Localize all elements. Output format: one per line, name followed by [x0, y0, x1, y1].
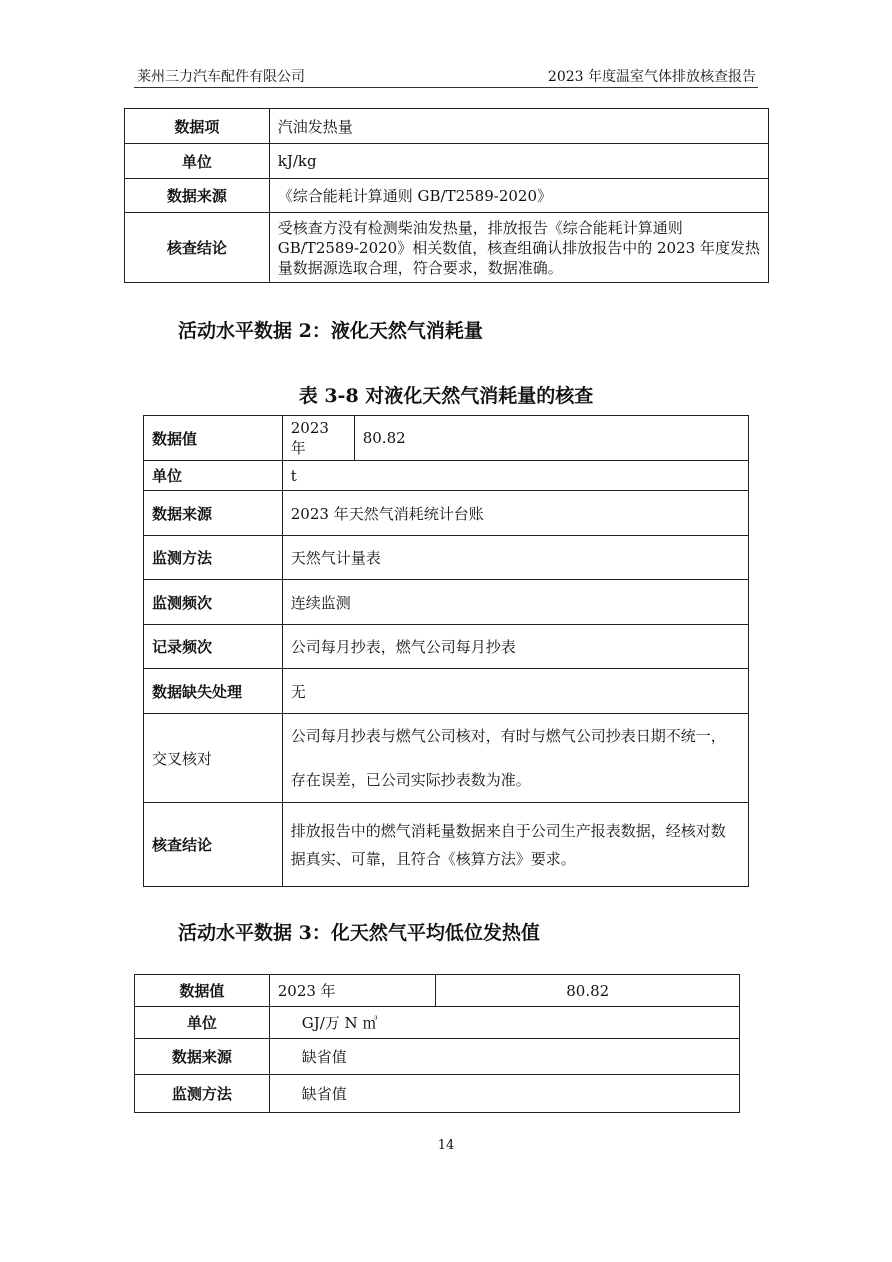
table-row	[125, 109, 769, 144]
row-value: 受核查方没有检测柴油发热量，排放报告《综合能耗计算通则 GB/T2589-2020》相关数值，核查组确认排放报告中的 2023 年度发热量数据源选取合理，符合要求，数据准确。	[269, 213, 768, 283]
year-cell: 2023 年	[269, 975, 436, 1007]
table-row	[144, 625, 749, 669]
row-label: 记录频次	[144, 625, 283, 669]
row-label: 监测方法	[144, 536, 283, 580]
header-divider	[134, 87, 758, 88]
row-value: 2023 年天然气消耗统计台账	[282, 491, 748, 536]
section-heading-2: 活动水平数据 2：液化天然气消耗量	[178, 320, 483, 342]
row-label: 数据值	[144, 416, 283, 461]
page-number: 14	[437, 1138, 455, 1153]
table-row	[135, 1039, 740, 1075]
table-row	[125, 179, 769, 213]
table-row	[144, 669, 749, 714]
row-value: 缺省值	[269, 1039, 739, 1075]
row-value: 连续监测	[282, 580, 748, 625]
row-label: 单位	[144, 461, 283, 491]
section-heading-3: 活动水平数据 3：化天然气平均低位发热值	[178, 922, 540, 944]
row-value: 汽油发热量	[269, 109, 768, 144]
value-cell: 80.82	[436, 975, 740, 1007]
row-label: 核查结论	[125, 213, 270, 283]
row-value: 无	[282, 669, 748, 714]
row-value: kJ/kg	[269, 144, 768, 179]
table-row	[135, 1075, 740, 1113]
row-value: 天然气计量表	[282, 536, 748, 580]
table-row	[144, 536, 749, 580]
row-label: 监测频次	[144, 580, 283, 625]
header-company: 莱州三力汽车配件有限公司	[137, 69, 305, 85]
row-value: 公司每月抄表，燃气公司每月抄表	[282, 625, 748, 669]
table-row	[135, 975, 740, 1007]
table-row	[144, 714, 749, 803]
row-value: 缺省值	[269, 1075, 739, 1113]
table-row	[144, 461, 749, 491]
table-fuel-heat	[124, 108, 769, 283]
value-cell: 80.82	[354, 416, 748, 461]
row-label: 数据来源	[125, 179, 270, 213]
row-value: 公司每月抄表与燃气公司核对，有时与燃气公司抄表日期不统一，存在误差，已公司实际抄表数为准。	[282, 714, 748, 803]
table-lng-heat-value	[134, 974, 740, 1113]
row-value: 排放报告中的燃气消耗量数据来自于公司生产报表数据，经核对数据真实、可靠，且符合《核算方法》要求。	[282, 803, 748, 887]
table-row	[144, 491, 749, 536]
row-label: 交叉核对	[144, 714, 283, 803]
row-label: 数据来源	[144, 491, 283, 536]
table-row	[144, 803, 749, 887]
row-value: GJ/万 N ㎥	[269, 1007, 739, 1039]
table-row	[125, 213, 769, 283]
header-report-title: 2023 年度温室气体排放核查报告	[547, 69, 756, 85]
row-value: t	[282, 461, 748, 491]
table-row	[135, 1007, 740, 1039]
year-cell: 2023 年	[282, 416, 354, 461]
table-row	[144, 580, 749, 625]
row-label: 数据项	[125, 109, 270, 144]
table-caption-3-8: 表 3-8 对液化天然气消耗量的核查	[298, 385, 594, 407]
row-label: 数据来源	[135, 1039, 270, 1075]
row-label: 单位	[125, 144, 270, 179]
row-label: 监测方法	[135, 1075, 270, 1113]
row-value: 《综合能耗计算通则 GB/T2589-2020》	[269, 179, 768, 213]
row-label: 数据值	[135, 975, 270, 1007]
row-label: 单位	[135, 1007, 270, 1039]
row-label: 数据缺失处理	[144, 669, 283, 714]
row-label: 核查结论	[144, 803, 283, 887]
table-row	[125, 144, 769, 179]
table-lng-consumption	[143, 415, 749, 887]
table-row	[144, 416, 749, 461]
